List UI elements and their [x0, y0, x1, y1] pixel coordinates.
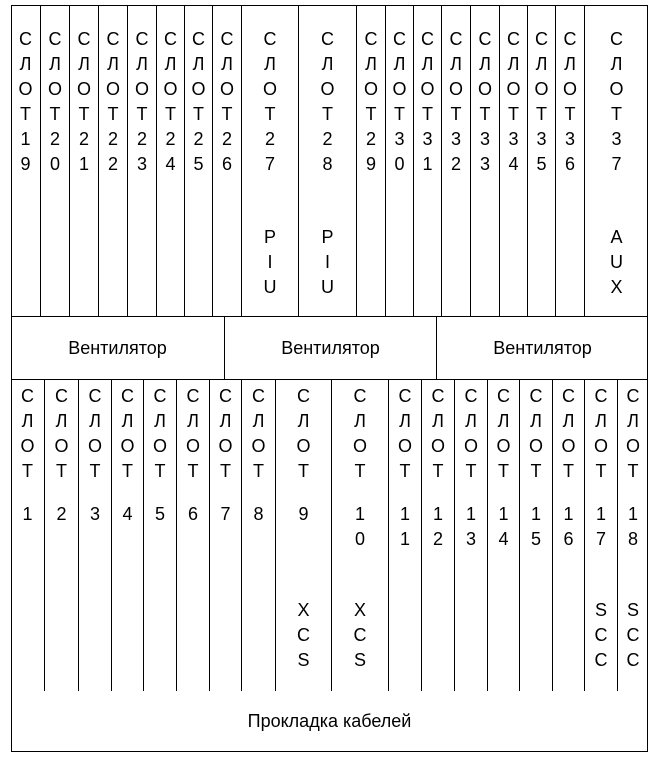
slot-22 [98, 5, 127, 316]
slot-prefix: С Л О Т [430, 386, 445, 481]
fan-row [11, 316, 648, 380]
slot-number: 9 [298, 504, 309, 524]
slot-3 [78, 380, 111, 691]
slot-27 [241, 5, 298, 316]
slot-16 [552, 380, 584, 691]
slot-prefix: С Л О Т [397, 386, 412, 481]
slot-label: С Л О Т 2 5 [191, 29, 206, 174]
slot-module-tag: X C S [297, 600, 310, 670]
slot-2 [44, 380, 78, 691]
slot-number: 1 3 [465, 504, 476, 549]
slot-number: 6 [187, 504, 198, 524]
fan-label: Вентилятор [281, 337, 380, 358]
slot-prefix: С Л О Т [625, 386, 640, 481]
slot-5 [143, 380, 176, 691]
slot-number: 8 [253, 504, 264, 524]
slot-number: 3 [89, 504, 100, 524]
slot-29 [356, 5, 385, 316]
slot-number: 1 8 [627, 504, 638, 549]
fan-3 [436, 317, 648, 379]
slot-number: 1 5 [530, 504, 541, 549]
slot-13 [454, 380, 487, 691]
slot-32 [441, 5, 470, 316]
slot-6 [176, 380, 209, 691]
slot-number: 1 4 [498, 504, 509, 549]
slot-prefix: С Л О Т [561, 386, 576, 481]
slot-8 [241, 380, 275, 691]
slot-25 [184, 5, 212, 316]
slot-module-tag: X C S [353, 600, 367, 670]
slot-label: С Л О Т 2 6 [219, 29, 234, 174]
slot-label: С Л О Т 3 1 [420, 29, 435, 174]
slot-label: С Л О Т 2 4 [163, 29, 178, 174]
slot-prefix: С Л О Т [218, 386, 233, 481]
cable-routing-label: Прокладка кабелей [247, 711, 412, 731]
slot-number: 1 7 [595, 504, 606, 549]
slot-10 [331, 380, 388, 691]
slot-37 [584, 5, 648, 316]
slot-module-tag: S C C [626, 600, 640, 670]
slot-15 [519, 380, 552, 691]
slot-9 [275, 380, 331, 691]
slot-prefix: С Л О Т [463, 386, 478, 481]
slot-4 [111, 380, 143, 691]
slot-number: 1 6 [563, 504, 574, 549]
slot-prefix: С Л О Т [528, 386, 543, 481]
slot-label: С Л О Т 2 8 [320, 29, 335, 174]
slot-label: С Л О Т 3 2 [448, 29, 463, 174]
fan-2 [224, 317, 436, 379]
slot-26 [212, 5, 241, 316]
slot-34 [499, 5, 527, 316]
slot-prefix: С Л О Т [54, 386, 69, 481]
slot-label: С Л О Т 2 0 [47, 29, 62, 174]
slot-18 [617, 380, 648, 691]
slot-label: С Л О Т 2 2 [105, 29, 120, 174]
slot-label: С Л О Т 3 6 [562, 29, 577, 174]
slot-label: С Л О Т 3 7 [609, 29, 624, 174]
slot-module-tag: P I U [263, 227, 277, 297]
slot-module-tag: P I U [321, 227, 334, 297]
fan-1 [11, 317, 224, 379]
fan-label: Вентилятор [68, 337, 167, 358]
slot-prefix: С Л О Т [185, 386, 200, 481]
cable-routing-area [11, 691, 648, 752]
slot-28 [298, 5, 356, 316]
slot-number: 2 [56, 504, 67, 524]
slot-31 [413, 5, 441, 316]
slot-prefix: С Л О Т [152, 386, 167, 481]
slot-12 [421, 380, 454, 691]
slot-11 [388, 380, 421, 691]
slot-label: С Л О Т 3 4 [506, 29, 521, 174]
slot-7 [209, 380, 241, 691]
slot-number: 1 2 [432, 504, 443, 549]
slot-number: 1 [22, 504, 33, 524]
slot-label: С Л О Т 3 3 [477, 29, 492, 174]
slot-number: 5 [154, 504, 165, 524]
slot-17 [584, 380, 617, 691]
slot-30 [385, 5, 413, 316]
slot-module-tag: A U X [610, 227, 623, 297]
slot-20 [40, 5, 69, 316]
slot-prefix: С Л О Т [593, 386, 608, 481]
slot-number: 1 0 [354, 504, 365, 549]
slot-24 [156, 5, 184, 316]
slot-label: С Л О Т 3 5 [534, 29, 549, 174]
slot-35 [527, 5, 555, 316]
slot-23 [127, 5, 156, 316]
slot-21 [69, 5, 98, 316]
slot-module-tag: S C C [594, 600, 608, 670]
slot-label: С Л О Т 1 9 [18, 29, 33, 174]
slot-prefix: С Л О Т [496, 386, 511, 481]
slot-label: С Л О Т 2 3 [134, 29, 149, 174]
slot-19 [11, 5, 40, 316]
slot-prefix: С Л О Т [87, 386, 102, 481]
slot-1 [11, 380, 44, 691]
slot-number: 1 1 [399, 504, 410, 549]
slot-label: С Л О Т 2 9 [363, 29, 378, 174]
slot-14 [487, 380, 519, 691]
slot-number: 4 [122, 504, 133, 524]
slot-label: С Л О Т 2 7 [262, 29, 277, 174]
slot-36 [555, 5, 584, 316]
slot-prefix: С Л О Т [120, 386, 135, 481]
slot-label: С Л О Т 3 0 [392, 29, 407, 174]
fan-label: Вентилятор [493, 337, 592, 358]
slot-prefix: С Л О Т [20, 386, 35, 481]
slot-33 [470, 5, 499, 316]
slot-number: 7 [220, 504, 231, 524]
slot-label: С Л О Т 2 1 [76, 29, 91, 174]
slot-prefix: С Л О Т [352, 386, 367, 481]
slot-prefix: С Л О Т [296, 386, 311, 481]
slot-prefix: С Л О Т [251, 386, 266, 481]
